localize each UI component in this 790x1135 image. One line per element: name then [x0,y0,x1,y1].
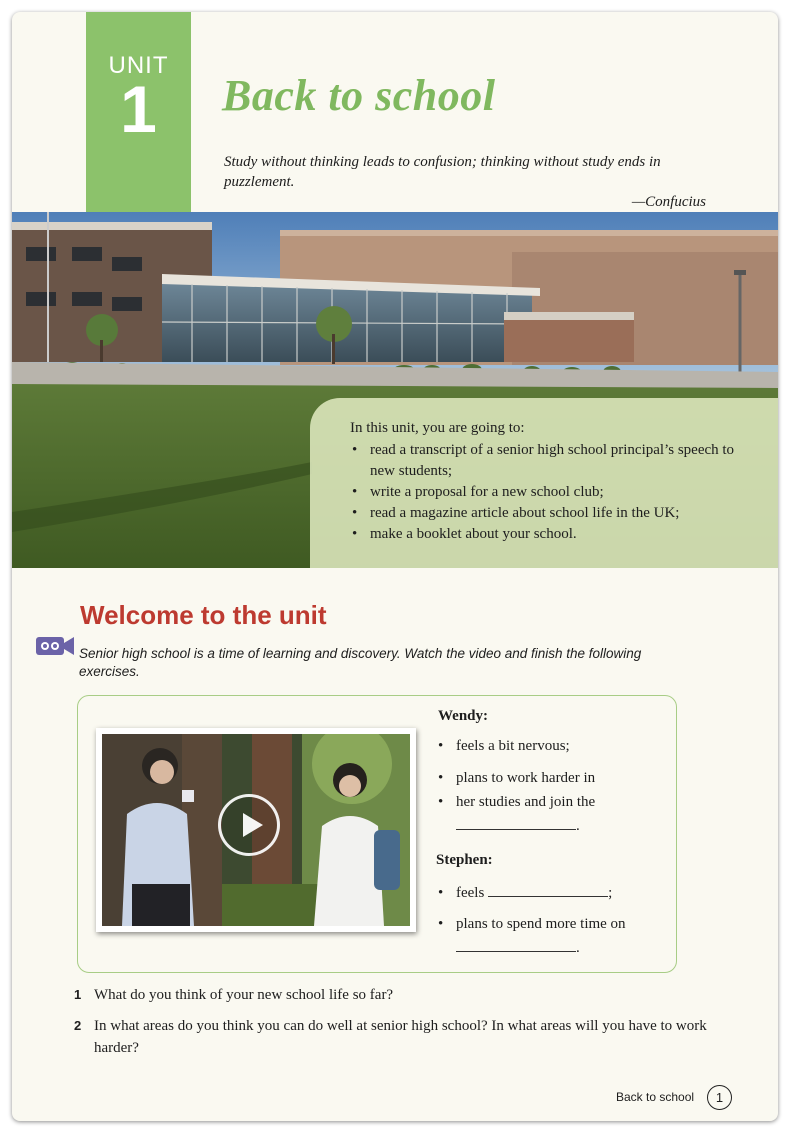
question-number: 2 [74,1018,82,1033]
stephen-answer-blank[interactable] [456,936,576,952]
stephen-feels-label: feels [456,885,485,901]
textbook-page [12,12,778,1121]
speaker-name-stephen: Stephen: [436,852,493,868]
wendy-blank-line [456,814,580,838]
video-instructions: Senior high school is a time of learning and discovery. Watch the video and finish the following exercises. [79,646,642,679]
objectives-lead: In this unit, you are going to: [350,420,525,436]
period: . [576,818,580,834]
wendy-bullet-1: • feels a bit nervous; [436,734,570,758]
stephen-blank-line [456,936,580,960]
video-player[interactable] [96,728,416,932]
objectives-list [350,440,778,545]
wendy-bullet-2-line1: plans to work harder in [456,770,596,786]
unit-objectives-box [310,398,778,568]
page-title: Back to school [222,71,496,120]
play-icon[interactable] [218,794,280,856]
unit-number: 1 [120,72,157,146]
wendy-bullet-2 [436,766,595,790]
objective-item: • write a proposal for a new school club; [350,482,750,503]
welcome-section-title: Welcome to the unit [80,600,327,630]
footer-section-label: Back to school [616,1090,695,1104]
discussion-questions [74,984,714,1068]
unit-label: UNIT [108,52,169,79]
wendy-bullet-2-cont [436,790,595,814]
quote-author: —Confucius [631,194,706,210]
objective-item: • read a magazine article about school life in the UK; [350,503,750,524]
video-camera-icon [36,635,74,657]
stephen-feels-blank[interactable] [488,881,608,897]
speaker-name-wendy: Wendy: [438,708,489,724]
question-text: What do you think of your new school life so far? [94,987,394,1003]
question-text: In what areas do you think you can do well at senior high school? In what areas will you have to work harder? [94,1018,707,1056]
stephen-bullet-1 [436,881,612,905]
unit-tab [86,12,191,212]
objective-item: • make a booklet about your school. [350,524,750,545]
wendy-bullet-2-line2: her studies and join the [456,794,596,810]
question-item [74,1015,714,1059]
wendy-answer-blank[interactable] [456,814,576,830]
stephen-bullet-2: • plans to spend more time on [436,912,626,936]
epigraph-quote: Study without thinking leads to confusion; thinking without study ends in puzzlement. [224,154,661,190]
objective-item: • read a transcript of a senior high school principal’s speech to new students; [350,440,750,482]
question-number: 1 [74,987,82,1002]
school-building-photo [12,212,778,568]
question-item [74,984,714,1006]
period: . [576,940,580,956]
semicolon: ; [608,885,613,901]
page-number: 1 [707,1085,732,1110]
